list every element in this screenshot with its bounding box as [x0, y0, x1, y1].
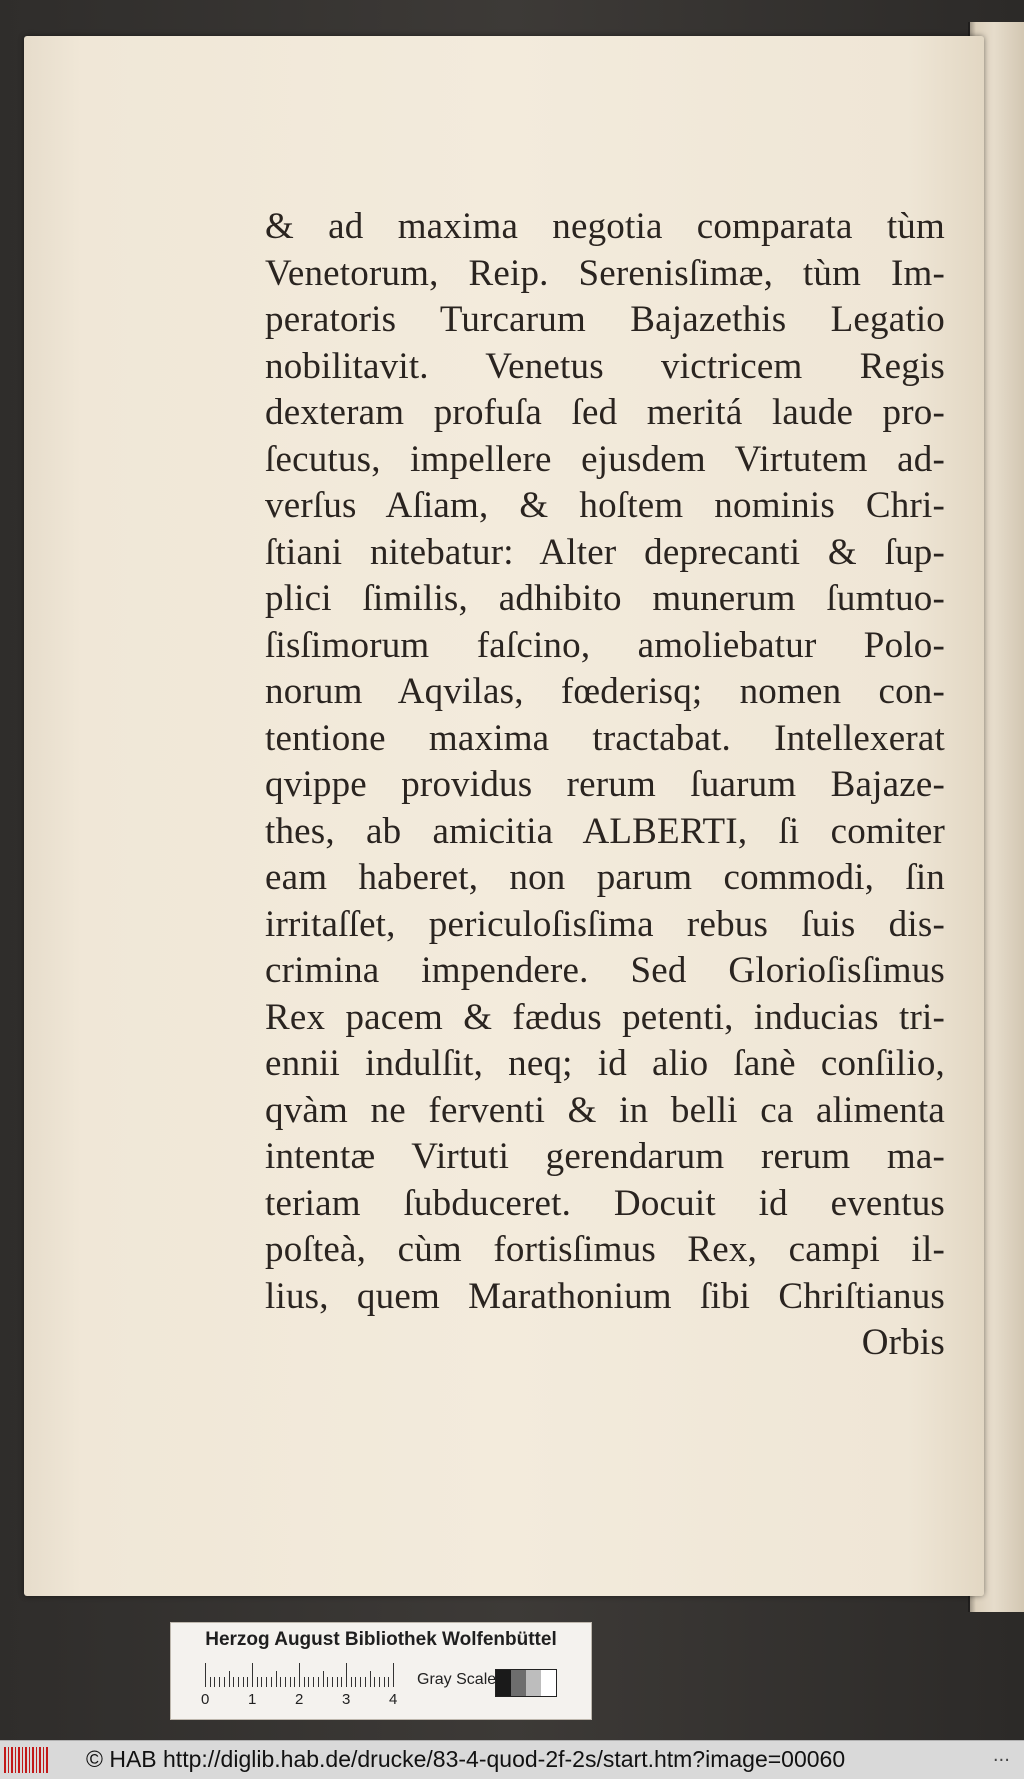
text-line: crimina impendere. Sed Glorioſisſimus: [265, 950, 945, 991]
text-line: Venetorum, Reip. Serenisſimæ, tùm Im-: [265, 252, 945, 294]
gray-swatch: [541, 1670, 556, 1696]
ruler-tick: [304, 1677, 305, 1687]
ruler-tick: [374, 1677, 375, 1687]
ruler-tick: [266, 1677, 267, 1687]
ruler-number: 4: [389, 1691, 398, 1708]
ruler-tick: [280, 1677, 281, 1687]
ruler-number: 0: [201, 1691, 210, 1708]
ruler-tick: [243, 1677, 244, 1687]
text-line: teriam ſubduceret. Docuit id eventus: [265, 1182, 945, 1224]
ruler-tick: [360, 1677, 361, 1687]
ruler-tick: [285, 1677, 286, 1687]
ruler-number: 2: [295, 1691, 304, 1708]
ruler-tick: [261, 1677, 262, 1687]
ruler-tick: [233, 1677, 234, 1687]
ruler-tick: [370, 1671, 371, 1687]
gray-swatch: [496, 1670, 511, 1696]
ruler-tick: [247, 1677, 248, 1687]
ruler-tick: [313, 1677, 314, 1687]
catchword: Orbis: [861, 1322, 945, 1363]
ruler-number: 1: [248, 1691, 257, 1708]
text-line: eam haberet, non parum commodi, ſin: [265, 857, 945, 898]
text-line: qvàm ne ferventi & in belli ca alimenta: [265, 1089, 945, 1131]
ruler-tick: [299, 1663, 300, 1687]
measurement-ruler: [205, 1665, 393, 1693]
text-line: plici ſimilis, adhibito munerum ſumtuo-: [265, 578, 945, 619]
ruler-tick: [210, 1677, 211, 1687]
ruler-tick: [214, 1677, 215, 1687]
text-line: ſecutus, impellere ejusdem Virtutem ad-: [265, 438, 945, 480]
hab-logo-icon[interactable]: [4, 1747, 48, 1773]
text-line: Rex pacem & fædus petenti, inducias tri-: [265, 996, 945, 1038]
ruler-tick: [294, 1677, 295, 1687]
ruler-tick: [224, 1677, 225, 1687]
text-line: irritaſſet, periculoſisſima rebus ſuis dis-: [265, 903, 945, 945]
more-options-icon[interactable]: ...: [992, 1745, 1010, 1766]
ruler-tick: [290, 1677, 291, 1687]
text-line: norum Aqvilas, fœderisq; nomen con-: [265, 671, 945, 712]
text-line: lius, quem Marathonium ſibi Chriſtianus: [265, 1275, 945, 1317]
ruler-tick: [219, 1677, 220, 1687]
text-line: thes, ab amicitia ALBERTI, ſi comiter: [265, 810, 945, 852]
text-line: tentione maxima tractabat. Intellexerat: [265, 717, 945, 759]
ruler-tick: [337, 1677, 338, 1687]
color-calibration-card: [170, 1622, 592, 1720]
footer-bar: [0, 1740, 1024, 1779]
text-line: verſus Aſiam, & hoſtem nominis Chri-: [265, 485, 945, 526]
ruler-tick: [205, 1663, 206, 1687]
text-line: dexteram profuſa ſed meritá laude pro-: [265, 392, 945, 433]
ruler-tick: [355, 1677, 356, 1687]
ruler-tick: [238, 1677, 239, 1687]
text-line: peratoris Turcarum Bajazethis Legatio: [265, 299, 945, 340]
gray-scale-label: Gray Scale: [417, 1671, 497, 1688]
gray-scale-swatches: [495, 1669, 557, 1697]
ruler-tick: [229, 1671, 230, 1687]
ruler-tick: [393, 1663, 394, 1687]
text-line: ennii indulſit, neq; id alio ſanè conſilio,: [265, 1043, 945, 1084]
gray-swatch: [511, 1670, 526, 1696]
gray-swatch: [526, 1670, 541, 1696]
ruler-tick: [327, 1677, 328, 1687]
text-line: poſteà, cùm fortisſimus Rex, campi il-: [265, 1229, 945, 1270]
source-url-text[interactable]: © HAB http://diglib.hab.de/drucke/83-4-quod-2f-2s/start.htm?image=00060: [86, 1746, 846, 1772]
page-text: [265, 204, 945, 1367]
text-line: nobilitavit. Venetus victricem Regis: [265, 345, 945, 387]
ruler-tick: [351, 1677, 352, 1687]
text-line: ſisſimorum faſcino, amoliebatur Polo-: [265, 624, 945, 666]
ruler-tick: [271, 1677, 272, 1687]
ruler-tick: [365, 1677, 366, 1687]
ruler-tick: [332, 1677, 333, 1687]
ruler-tick: [379, 1677, 380, 1687]
ruler-tick: [257, 1677, 258, 1687]
ruler-tick: [384, 1677, 385, 1687]
ruler-tick: [318, 1677, 319, 1687]
ruler-tick: [341, 1677, 342, 1687]
ruler-tick: [323, 1671, 324, 1687]
ruler-tick: [308, 1677, 309, 1687]
text-line: ſtiani nitebatur: Alter deprecanti & ſup-: [265, 531, 945, 573]
ruler-tick: [346, 1663, 347, 1687]
ruler-tick: [252, 1663, 253, 1687]
ruler-tick: [388, 1677, 389, 1687]
ruler-tick: [276, 1671, 277, 1687]
text-line: & ad maxima negotia comparata tùm: [265, 206, 945, 247]
library-name: Herzog August Bibliothek Wolfenbüttel: [205, 1629, 557, 1650]
ruler-number: 3: [342, 1691, 351, 1708]
text-line: intentæ Virtuti gerendarum rerum ma-: [265, 1136, 945, 1177]
text-line: qvippe providus rerum ſuarum Bajaze-: [265, 764, 945, 805]
